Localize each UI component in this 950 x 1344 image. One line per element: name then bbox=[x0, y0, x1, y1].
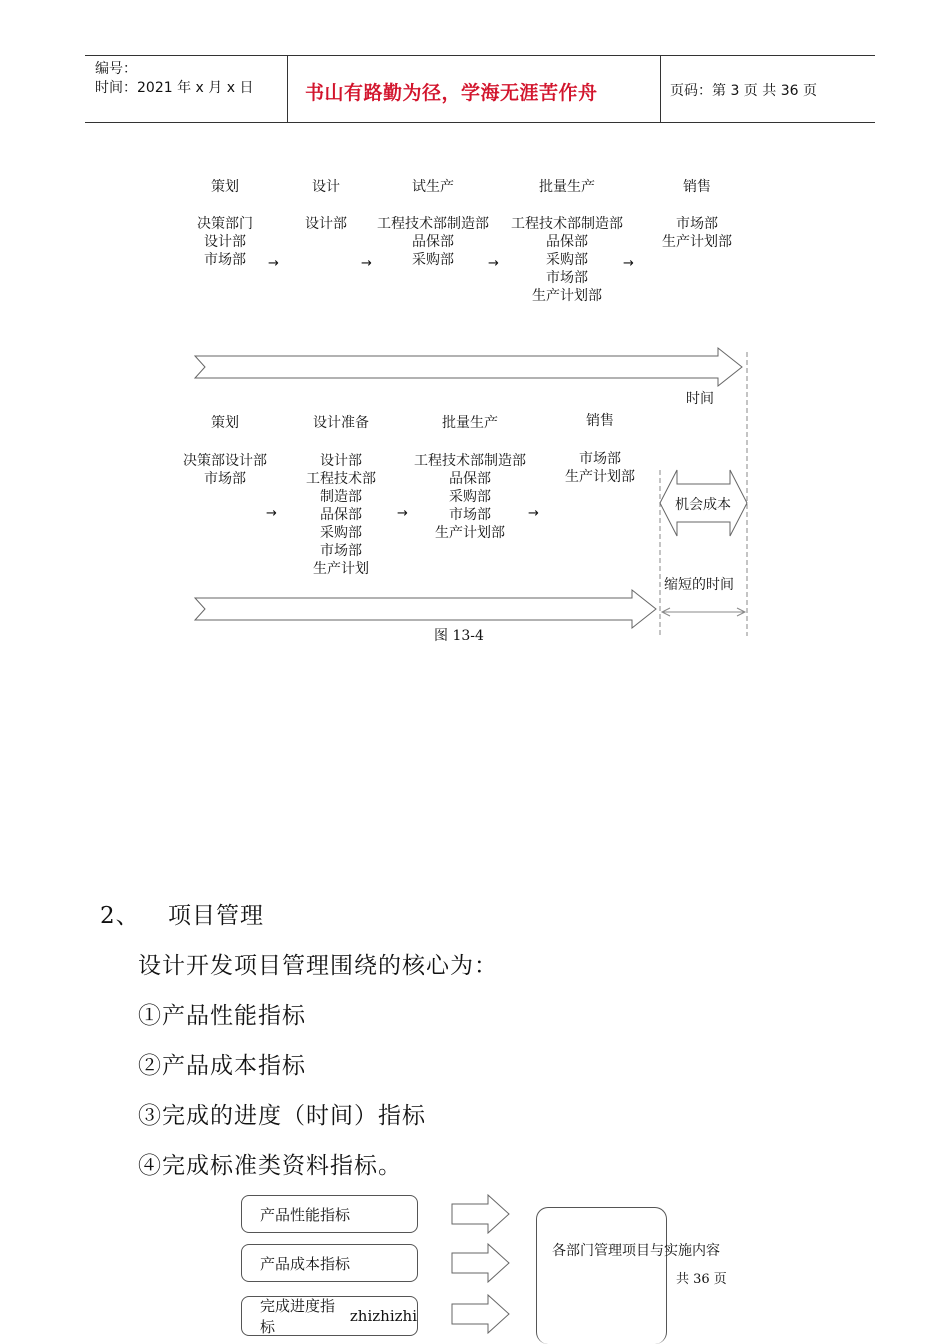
block-arrows bbox=[445, 1190, 520, 1344]
section-title: 项目管理 bbox=[168, 903, 264, 929]
section-intro: 设计开发项目管理围绕的核心为： bbox=[138, 953, 498, 979]
bottom-depts-sales: 市场部 生产计划部 bbox=[565, 451, 635, 485]
figure-lines bbox=[0, 0, 950, 660]
block-arrow-icon bbox=[452, 1195, 509, 1233]
header-motto: 书山有路勤为径，学海无涯苦作舟 bbox=[305, 82, 598, 104]
top-timeline-arrow bbox=[195, 348, 742, 386]
bottom-depts-mass: 工程技术部制造部 品保部 采购部 市场部 生产计划部 bbox=[414, 453, 526, 541]
doc-number-label: 编号： bbox=[95, 61, 137, 77]
bottom-stage-mass: 批量生产 bbox=[442, 415, 498, 431]
top-stage-design: 设计 bbox=[312, 179, 340, 195]
section-number: 2、 bbox=[100, 903, 140, 929]
top-depts-design: 设计部 bbox=[305, 216, 347, 232]
flow-arrow-icon: → bbox=[397, 506, 408, 521]
block-arrow-icon bbox=[452, 1295, 509, 1333]
time-label: 时间 bbox=[686, 391, 714, 407]
flow-arrow-icon: → bbox=[268, 256, 279, 271]
top-depts-sales: 市场部 生产计划部 bbox=[662, 216, 732, 250]
bottom-stage-sales: 销售 bbox=[586, 413, 614, 429]
core-item-cost: ②产品成本指标 bbox=[138, 1053, 306, 1079]
top-stage-sales: 销售 bbox=[683, 179, 711, 195]
flow-arrow-icon: → bbox=[266, 506, 277, 521]
doc-time-label: 时间：2021 年 x 月 x 日 bbox=[95, 80, 254, 96]
target-box bbox=[536, 1207, 667, 1344]
opportunity-cost-label: 机会成本 bbox=[675, 497, 731, 513]
top-depts-planning: 决策部门 设计部 市场部 bbox=[197, 216, 253, 268]
block-arrow-icon bbox=[452, 1244, 509, 1282]
bottom-depts-planning: 决策部设计部 市场部 bbox=[183, 453, 267, 487]
watermark-text: zhizhizhi bbox=[349, 1307, 417, 1325]
target-box-label: 各部门管理项目与实施内容 bbox=[552, 1243, 720, 1259]
flow-arrow-icon: → bbox=[623, 256, 634, 271]
flow-arrow-icon: → bbox=[528, 506, 539, 521]
box-cost-indicator: 产品成本指标 bbox=[241, 1244, 418, 1282]
top-depts-trial: 工程技术部制造部 品保部 采购部 bbox=[377, 216, 489, 268]
bottom-timeline-arrow bbox=[195, 590, 656, 628]
box-performance-indicator: 产品性能指标 bbox=[241, 1195, 418, 1233]
figure-caption: 图 13-4 bbox=[434, 628, 484, 644]
flow-arrow-icon: → bbox=[361, 256, 372, 271]
shortened-time-label: 缩短的时间 bbox=[664, 577, 734, 593]
core-item-performance: ①产品性能指标 bbox=[138, 1003, 306, 1029]
core-item-documents: ④完成标准类资料指标。 bbox=[138, 1153, 402, 1179]
page-total-note: 共 36 页 bbox=[676, 1272, 727, 1287]
page-number-label: 页码：第 3 页 共 36 页 bbox=[670, 83, 817, 99]
box-schedule-indicator: 完成进度指标 zhizhizhi bbox=[241, 1296, 418, 1336]
top-stage-planning: 策划 bbox=[211, 179, 239, 195]
flow-arrow-icon: → bbox=[488, 256, 499, 271]
top-stage-trial: 试生产 bbox=[412, 179, 454, 195]
bottom-stage-planning: 策划 bbox=[211, 415, 239, 431]
bottom-stage-design-prep: 设计准备 bbox=[313, 415, 369, 431]
bottom-depts-design-prep: 设计部 工程技术部 制造部 品保部 采购部 市场部 生产计划 bbox=[306, 453, 376, 577]
top-stage-mass: 批量生产 bbox=[539, 179, 595, 195]
top-depts-mass: 工程技术部制造部 品保部 采购部 市场部 生产计划部 bbox=[511, 216, 623, 304]
core-item-schedule: ③完成的进度（时间）指标 bbox=[138, 1103, 426, 1129]
